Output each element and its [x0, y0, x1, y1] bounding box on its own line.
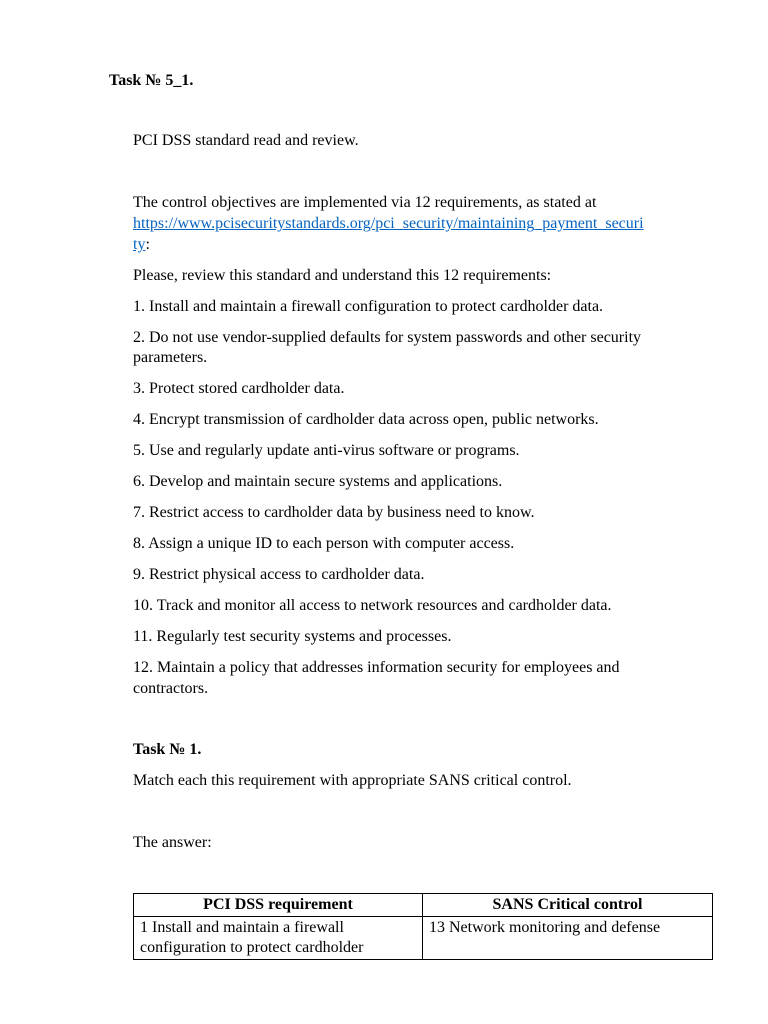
requirement-4: 4. Encrypt transmission of cardholder data across open, public networks. — [133, 411, 599, 428]
answer-label: The answer: — [133, 834, 212, 851]
intro-text: The control objectives are implemented via 12 requirements, as stated at — [133, 194, 597, 211]
requirement-6: 6. Develop and maintain secure systems and applications. — [133, 473, 503, 490]
requirement-1: 1. Install and maintain a firewall configuration to protect cardholder data. — [133, 298, 604, 315]
task-1-instruction: Match each this requirement with appropriate SANS critical control. — [133, 772, 572, 789]
requirement-2: 2. Do not use vendor-supplied defaults for system passwords and other security — [133, 329, 642, 346]
requirement-7: 7. Restrict access to cardholder data by business need to know. — [133, 504, 535, 521]
task-1-title: Task № 1. — [133, 741, 202, 758]
review-prompt: Please, review this standard and understand this 12 requirements: — [133, 267, 552, 284]
header-sans: SANS Critical control — [423, 894, 713, 917]
requirement-12: 12. Maintain a policy that addresses information security for employees and — [133, 659, 620, 676]
requirement-2-cont: parameters. — [133, 349, 208, 366]
requirement-12-cont: contractors. — [133, 680, 209, 697]
table-row — [134, 917, 713, 960]
requirement-9: 9. Restrict physical access to cardholder data. — [133, 566, 425, 583]
subtitle: PCI DSS standard read and review. — [133, 132, 359, 149]
intro-link-line-1 — [133, 214, 644, 234]
task-title: Task № 5_1. — [109, 72, 194, 89]
cell-sans-control: 13 Network monitoring and defense — [423, 917, 713, 960]
intro-link-line-2 — [133, 235, 150, 255]
requirement-10: 10. Track and monitor all access to network resources and cardholder data. — [133, 597, 612, 614]
header-pci-dss: PCI DSS requirement — [134, 894, 423, 917]
requirement-3: 3. Protect stored cardholder data. — [133, 380, 345, 397]
answer-table — [133, 893, 713, 960]
requirement-11: 11. Regularly test security systems and processes. — [133, 628, 452, 645]
link-suffix: : — [145, 236, 150, 253]
cell-line-2: configuration to protect cardholder — [140, 939, 364, 956]
requirement-8: 8. Assign a unique ID to each person with computer access. — [133, 535, 515, 552]
pci-link[interactable]: https://www.pcisecuritystandards.org/pci_security/maintaining_payment_securi — [133, 215, 644, 232]
cell-pci-requirement — [134, 917, 423, 960]
requirement-5: 5. Use and regularly update anti-virus software or programs. — [133, 442, 520, 459]
pci-link-continued[interactable]: ty — [133, 236, 146, 253]
table-header-row — [134, 894, 713, 917]
cell-line-1: 1 Install and maintain a firewall — [140, 919, 344, 936]
